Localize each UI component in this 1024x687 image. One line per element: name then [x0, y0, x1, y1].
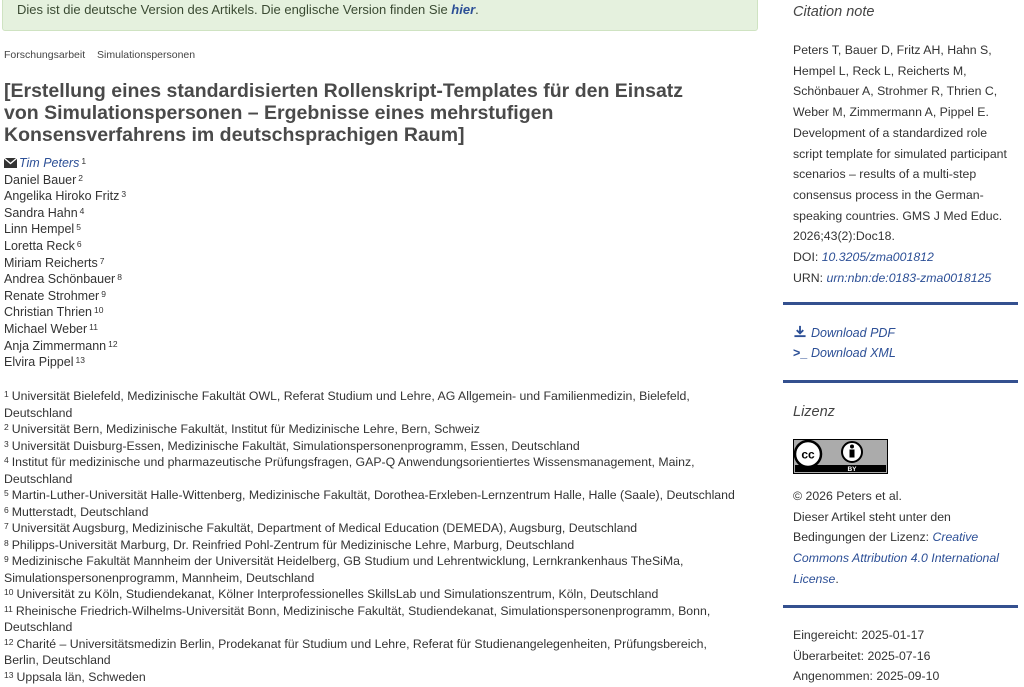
author-link[interactable]: Tim Peters	[19, 156, 80, 170]
accepted-date: Angenommen: 2025-09-10	[793, 669, 940, 684]
download-xml-row[interactable]	[793, 346, 896, 360]
author-sup: 12	[108, 338, 118, 349]
author-item	[4, 338, 126, 355]
author-name: Anja Zimmermann	[4, 338, 107, 353]
author-sup: 10	[94, 305, 104, 316]
author-item	[4, 288, 126, 305]
affiliation-text: Universität Augsburg, Medizinische Fakultät, Department of Medical Education (DEMEDA), Augsburg, Deutschland	[11, 521, 638, 535]
author-sup: 4	[79, 205, 85, 216]
affiliation-item	[4, 520, 744, 537]
author-sup: 2	[78, 172, 83, 183]
author-name: Elvira Pippel	[4, 355, 74, 370]
affiliation-item	[4, 454, 744, 487]
author-sup: 9	[101, 288, 106, 299]
affiliation-sup: 7	[4, 521, 9, 531]
envelope-icon	[4, 158, 17, 168]
author-name: Andrea Schönbauer	[4, 272, 116, 287]
urn-link[interactable]: urn:nbn:de:0183-zma0018125	[826, 270, 992, 285]
affiliation-text: Universität Bern, Medizinische Fakultät, Institut für Medizinische Lehre, Bern, Schweiz	[11, 422, 480, 436]
affiliation-text: Martin-Luther-Universität Halle-Wittenberg, Medizinische Fakultät, Dorothea-Erxleben-Lernzentrum Halle, Halle (Saale), Deutschland	[11, 488, 735, 502]
affiliation-sup: 10	[4, 587, 14, 597]
affiliation-text: Universität Bielefeld, Medizinische Fakultät OWL, Referat Studium und Lehre, AG Allgemein- und Familienmedizin, Bielefeld, Deutschland	[4, 389, 690, 420]
svg-text:cc: cc	[801, 447, 815, 462]
author-name: Sandra Hahn	[4, 205, 78, 220]
affiliation-item	[4, 504, 744, 521]
license-heading: Lizenz	[793, 404, 835, 420]
terminal-icon: >_	[793, 346, 808, 360]
affiliation-sup: 8	[4, 537, 9, 548]
author-sup: 7	[99, 255, 105, 266]
urn-label: URN:	[793, 270, 827, 285]
affiliation-item	[4, 636, 744, 669]
affiliation-text: Rheinische Friedrich-Wilhelms-Universität Bonn, Medizinische Fakultät, Studiendekanat, Simulationspersonenprogramm, Bonn, Deutschland	[4, 603, 711, 634]
citation-heading: Citation note	[793, 4, 875, 20]
english-version-link[interactable]: hier	[451, 2, 476, 17]
received-date: Eingereicht: 2025-01-17	[793, 628, 925, 642]
author-item	[4, 255, 126, 272]
notice-end: .	[475, 2, 479, 17]
author-name: Angelika Hiroko Fritz	[4, 189, 120, 204]
affiliation-item	[4, 586, 744, 603]
author-item	[4, 205, 126, 222]
author-name: Loretta Reck	[4, 238, 75, 253]
author-item	[4, 271, 126, 288]
corresponding-author[interactable]	[4, 155, 126, 172]
affiliation-sup: 13	[4, 669, 14, 680]
author-item	[4, 221, 126, 238]
article-title: [Erstellung eines standardisierten Rollenskript-Templates für den Einsatz von Simulationspersonen – Ergebnisse eines mehrstufigen Konsensverfahrens im deutschsprachigen Raum]	[4, 80, 684, 146]
author-item	[4, 304, 126, 321]
license-link[interactable]: Creative Commons Attribution 4.0 International License	[793, 530, 999, 586]
affiliation-sup: 6	[4, 504, 9, 515]
affiliation-text: Medizinische Fakultät Mannheim der Universität Heidelberg, GB Studium und Lehrentwicklung, Lernkrankenhaus TheSiMa, Simulationspersonenprogramm, Mannheim, Deutschland	[4, 554, 684, 585]
affiliation-text: Mutterstadt, Deutschland	[11, 504, 149, 519]
divider	[783, 380, 1018, 383]
affiliation-text: Institut für medizinische und pharmazeutische Prüfungsfragen, GAP-Q Anwendungsorientiertes Wissensmanagement, Mainz, Deutschland	[4, 455, 695, 486]
author-sup: 6	[76, 238, 82, 249]
affiliation-sup: 4	[4, 455, 9, 465]
affiliation-item	[4, 487, 744, 504]
breadcrumb	[4, 49, 204, 61]
affiliation-item	[4, 438, 744, 455]
affiliation-sup: 3	[4, 438, 9, 449]
affiliation-list	[4, 388, 744, 685]
author-item	[4, 188, 126, 205]
cc-by-license-icon[interactable]	[793, 439, 888, 474]
affiliation-text: Universität Duisburg-Essen, Medizinische Fakultät, Simulationspersonenprogramm, Essen, Deutschland	[11, 438, 580, 453]
author-name: Linn Hempel	[4, 222, 75, 237]
author-sup: 5	[76, 222, 81, 233]
license-end: .	[835, 571, 839, 586]
affiliation-sup: 12	[4, 636, 14, 647]
author-name: Miriam Reicherts	[4, 255, 98, 270]
affiliation-text: Philipps-Universität Marburg, Dr. Reinfried Pohl-Zentrum für Medizinische Lehre, Marburg, Deutschland	[11, 537, 575, 552]
author-name: Michael Weber	[4, 321, 88, 336]
doi-link[interactable]: 10.3205/zma001812	[821, 250, 934, 265]
license-block	[793, 486, 1018, 590]
author-sup: 8	[117, 272, 122, 283]
affiliation-item	[4, 388, 744, 421]
author-name: Daniel Bauer	[4, 172, 77, 187]
author-sup: 13	[75, 355, 85, 366]
affiliation-text: Charité – Universitätsmedizin Berlin, Prodekanat für Studium und Lehre, Referat für Studienangelegenheiten, Prüfungsbereich, Berlin, Deutschland	[4, 636, 707, 667]
download-pdf-row[interactable]	[793, 325, 895, 340]
affiliation-item	[4, 421, 744, 438]
author-name: Renate Strohmer	[4, 288, 100, 303]
doi-label: DOI:	[793, 250, 822, 265]
download-pdf-link[interactable]: Download PDF	[811, 326, 896, 340]
download-xml-link[interactable]: Download XML	[811, 346, 896, 360]
breadcrumb-category[interactable]: Forschungsarbeit	[4, 49, 86, 61]
affiliation-sup: 5	[4, 488, 9, 498]
download-icon	[793, 325, 807, 338]
author-sup: 3	[121, 189, 127, 200]
cc-badge-text: BY	[847, 466, 857, 473]
divider	[783, 605, 1018, 608]
author-name: Christian Thrien	[4, 305, 93, 320]
notice-text: Dies ist die deutsche Version des Artikels. Die englische Version finden Sie	[17, 2, 452, 17]
affiliation-item	[4, 553, 744, 586]
author-item	[4, 321, 126, 338]
author-item	[4, 172, 126, 189]
citation-note	[793, 40, 1015, 288]
language-notice	[2, 0, 758, 31]
author-sup: 1	[81, 156, 87, 166]
author-item	[4, 354, 126, 371]
affiliation-sup: 2	[4, 422, 9, 432]
affiliation-sup: 1	[4, 389, 9, 399]
affiliation-sup: 11	[4, 603, 13, 614]
license-text: Dieser Artikel steht unter den Bedingungen der Lizenz:	[793, 509, 951, 545]
citation-text: Peters T, Bauer D, Fritz AH, Hahn S, Hempel L, Reck L, Reicherts M, Schönbauer A, Strohmer R, Thrien C, Weber M, Zimmermann A, Pippel E. Development of a standardized role script template for simulated participant scenarios – results of a multi-step consensus process in the German-speaking countries. GMS J Med Educ. 2026;43(2):Doc18.	[793, 43, 1007, 244]
divider	[783, 302, 1018, 305]
breadcrumb-topic[interactable]: Simulationspersonen	[97, 49, 196, 61]
author-list	[4, 155, 126, 371]
affiliation-item	[4, 537, 744, 554]
copyright-text: © 2026 Peters et al.	[793, 489, 902, 503]
author-sup: 11	[89, 321, 98, 332]
author-item	[4, 238, 126, 255]
affiliation-text: Universität zu Köln, Studiendekanat, Kölner Interprofessionelles SkillsLab und Simulationszentrum, Köln, Deutschland	[16, 587, 659, 601]
affiliation-text: Uppsala län, Schweden	[16, 669, 146, 684]
affiliation-item	[4, 669, 744, 686]
revised-date: Überarbeitet: 2025-07-16	[793, 648, 931, 663]
affiliation-sup: 9	[4, 554, 9, 564]
affiliation-item	[4, 603, 744, 636]
article-dates	[793, 625, 939, 687]
